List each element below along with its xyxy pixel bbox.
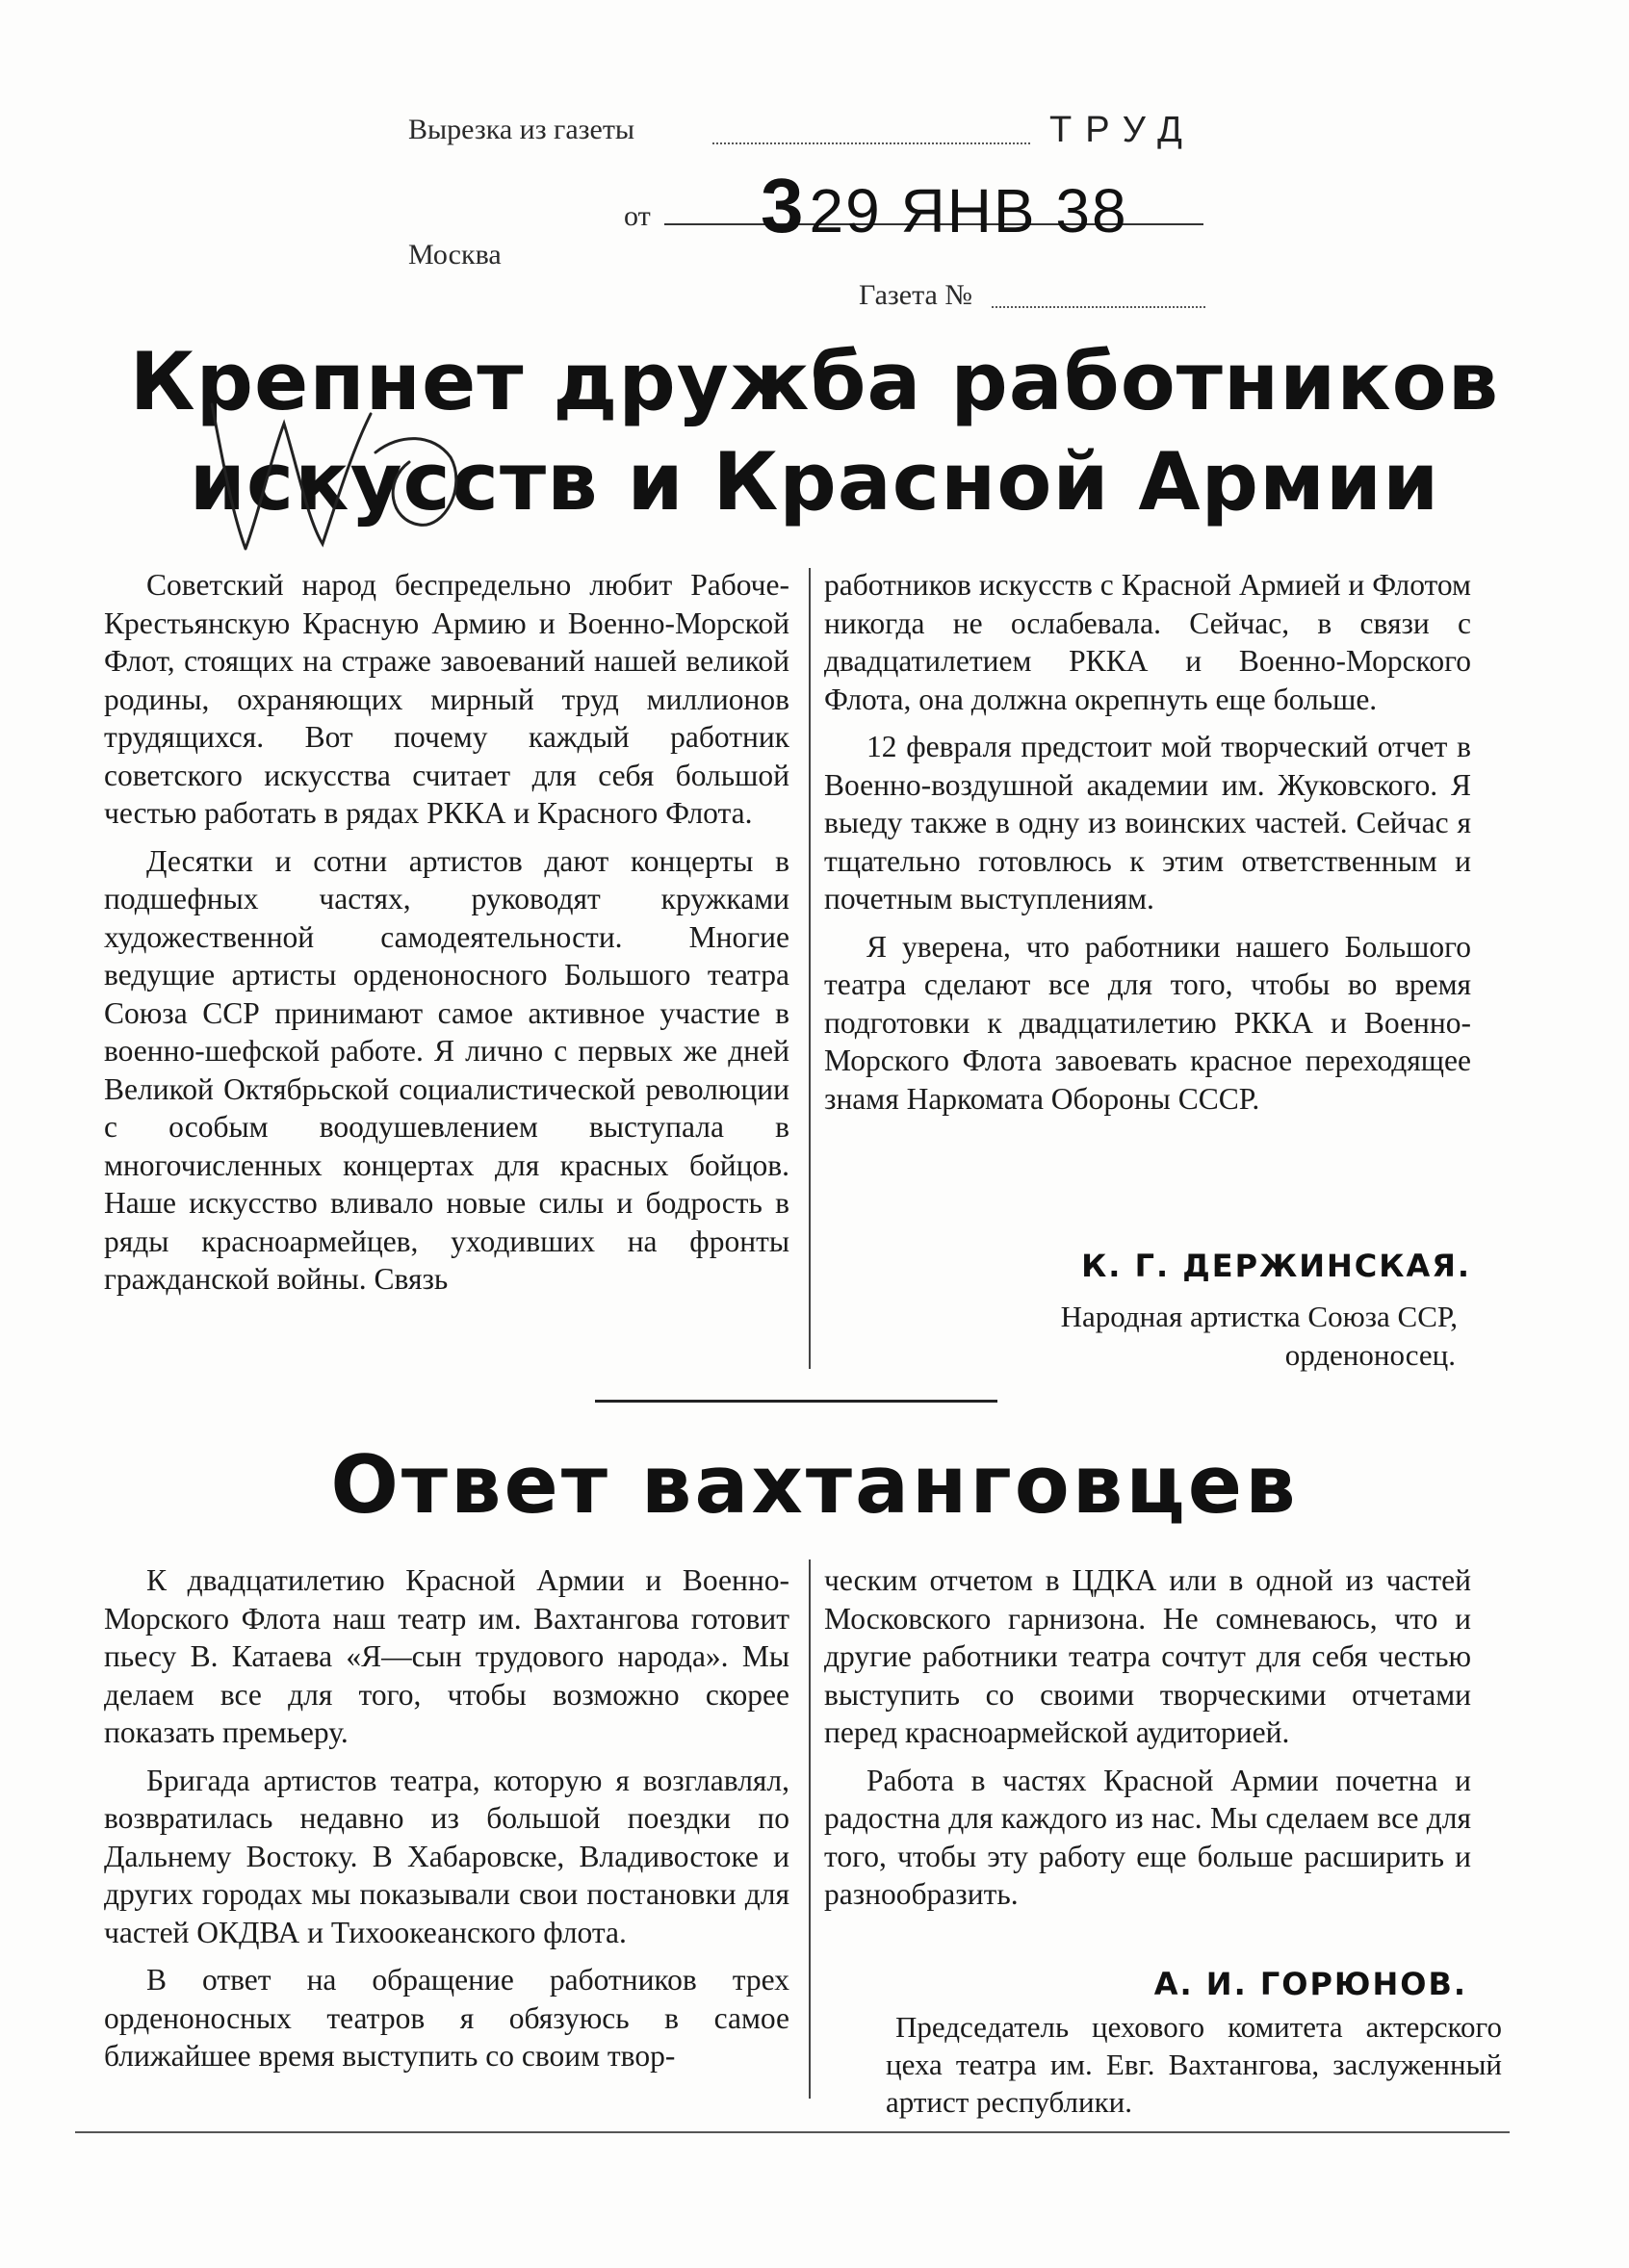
article2-right-paragraph: Работа в частях Красной Армии почетна и радостна для каждого из нас. Мы сделаем все для того, чтобы эту работу еще больше расширить и разнообразить.: [824, 1763, 1471, 1911]
article2-right-paragraph: ческим отчетом в ЦДКА или в одной из частей Московского гарнизона. Не сомневаюсь, что и другие работники театра сочтут для себя честью выступить со своими творческими отчетами перед красноармейской аудиторией.: [824, 1563, 1471, 1749]
date-stamp: [761, 162, 1128, 250]
article2-column-left: [104, 1561, 789, 2085]
city-label: Москва: [408, 239, 502, 271]
article1-headline-line2: искусств и Красной Армии: [189, 435, 1440, 528]
article1-right-paragraph: работников искусств с Красной Армией и Флотом никогда не ослабевала. Сейчас, в связи с двадцатилетием РККА и Военно-Морского Флота, она должна окрепнуть еще больше.: [824, 568, 1471, 716]
article2-column-right: [824, 1561, 1471, 1923]
article2-left-paragraph: К двадцатилетию Красной Армии и Военно-Морского Флота наш театр им. Вахтангова готовит пьесу В. Катаева «Я—сын трудового народа». Мы делаем все для того, чтобы возможно скорее показать премьеру.: [104, 1563, 789, 1749]
clip-label-underline: [712, 142, 1030, 144]
issue-underline: [992, 306, 1205, 308]
article2-left-paragraph: В ответ на обращение работников трех орденоносных театров я обязуюсь в самое ближайшее время выступить со своим твор-: [104, 1963, 789, 2073]
article1-column-right: [824, 566, 1471, 1127]
article1-column-left: [104, 566, 789, 1308]
article1-role-line1: Народная артистка Союза ССР,: [1060, 1300, 1458, 1333]
handwritten-scribble: [193, 366, 501, 578]
article2-left-paragraph: Бригада артистов театра, которую я возглавлял, возвратилась недавно из большой поездки по Дальнему Востоку. В Хабаровске, Владивостоке и других городах мы показывали свои постановки для частей ОКДВА и Тихоокеанского флота.: [104, 1763, 789, 1949]
article1-left-paragraph: Советский народ беспредельно любит Рабоче-Крестьянскую Красную Армию и Военно-Морской Флот, стоящих на страже завоеваний нашей великой родины, охраняющих мирный труд миллионов трудящихся. Вот почему каждый работник советского искусства считает для себя большой честью работать в рядах РККА и Красного Флота.: [104, 568, 789, 830]
article1-signature: К. Г. ДЕРЖИНСКАЯ.: [1081, 1248, 1471, 1284]
article1-column-rule: [809, 568, 811, 1369]
article1-role-line2: орденоносец.: [1284, 1338, 1456, 1372]
date-prefix: от: [624, 200, 651, 232]
article2-role: Председатель цехового комитета актерского цеха театра им. Евг. Вахтангова, заслуженный артист республики.: [886, 2010, 1502, 2119]
newspaper-name: ТРУД: [1049, 110, 1196, 150]
clipping-bottom-edge: [75, 2131, 1510, 2133]
clip-label: Вырезка из газеты: [408, 114, 635, 145]
article-divider: [595, 1400, 997, 1403]
issue-label: Газета №: [859, 279, 972, 311]
article1-right-paragraph: 12 февраля предстоит мой творческий отчет в Военно-воздушной академии им. Жуковского. Я выеду также в одну из воинских частей. Сейчас я тщательно готовлюсь к этим ответственным и почетным выступлениям.: [824, 730, 1471, 915]
date-stamp-digit: 3: [761, 163, 806, 248]
article1-headline-line1: Крепнет дружба работников: [129, 335, 1500, 428]
article2-signature: А. И. ГОРЮНОВ.: [1153, 1966, 1467, 2002]
article1-left-paragraph: Десятки и сотни артистов дают концерты в подшефных частях, руководят кружками художественной самодеятельности. Многие ведущие артисты орденоносного Большого театра Союза ССР принимают самое активное участие в военно-шефской работе. Я лично с первых же дней Великой Октябрьской социалистической революции с особым воодушевлением выступала в многочисленных концертах для красных бойцов. Наше искусство вливало новые силы и бодрость в ряды красноармейцев, уходивших на фронты гражданской войны. Связь: [104, 843, 789, 1296]
clipping-header: [0, 0, 1629, 327]
article2-column-rule: [809, 1559, 811, 2099]
article2-headline: Ответ вахтанговцев: [330, 1438, 1299, 1532]
article1-right-paragraph: Я уверена, что работники нашего Большого театра сделают все для того, чтобы во время подготовки к двадцатилетию РККА и Военно-Морского Флота завоевать красное переходящее знамя Наркомата Обороны СССР.: [824, 929, 1471, 1116]
date-stamp-text: 29 ЯНВ 38: [809, 176, 1128, 245]
